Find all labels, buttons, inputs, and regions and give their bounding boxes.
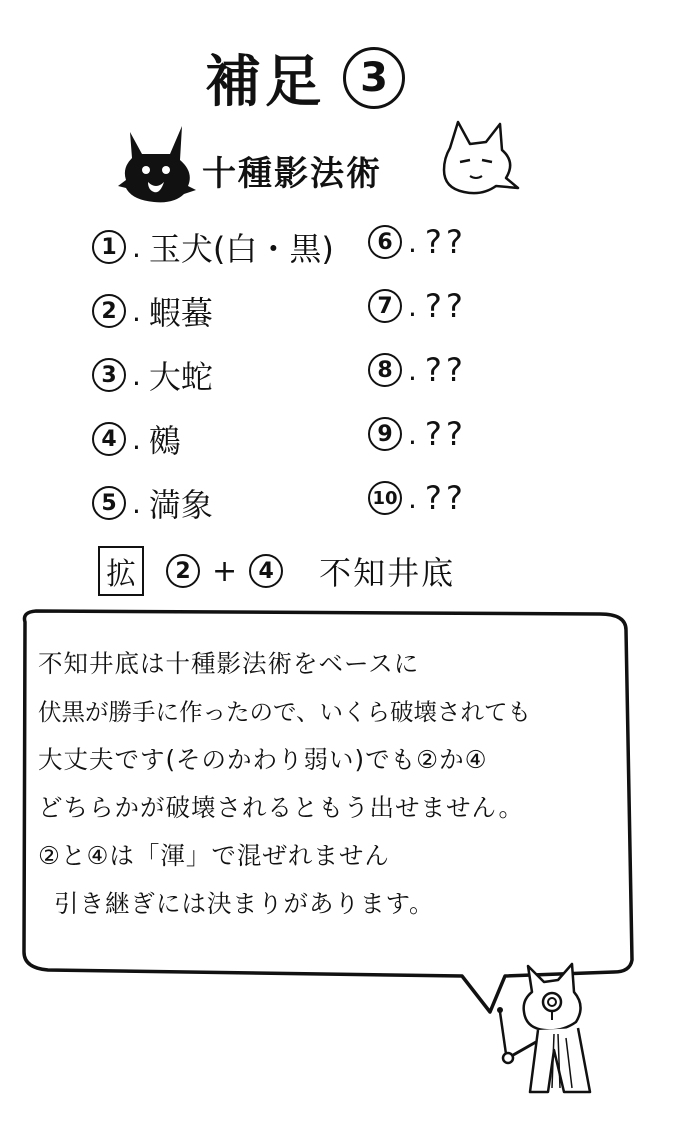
item-dot: . [132, 486, 141, 520]
item-dot: . [132, 294, 141, 328]
professor-mascot-icon [492, 958, 612, 1098]
technique-list-left [92, 215, 334, 535]
list-item [368, 338, 518, 402]
bubble-line: 引き継ぎには決まりがあります。 [54, 889, 435, 918]
item-number: 2 [92, 294, 126, 328]
list-item [368, 210, 518, 274]
item-dot: . [132, 422, 141, 456]
bubble-line: ②と④は「渾」で混ぜれません [38, 841, 390, 870]
item-number: 9 [368, 417, 402, 451]
title-row [205, 38, 405, 118]
extension-component-b: 4 [249, 554, 283, 588]
technique-list-right [368, 210, 518, 530]
list-item [92, 407, 312, 471]
technique-name: 蝦蟇 [148, 294, 213, 332]
list-item [368, 274, 518, 338]
technique-name: 鵺 [148, 422, 181, 460]
bubble-line: 大丈夫です(そのかわり弱い)でも②か④ [38, 745, 488, 774]
extension-row [98, 543, 455, 599]
white-dog-mascot-icon [436, 118, 520, 198]
item-number: 8 [368, 353, 402, 387]
item-dot: . [132, 230, 141, 264]
subtitle-row [118, 118, 518, 208]
item-number: 4 [92, 422, 126, 456]
technique-name: ?? [424, 415, 467, 453]
bubble-text [38, 640, 628, 928]
technique-name: ?? [424, 287, 467, 325]
item-dot: . [408, 353, 417, 387]
technique-name: 満象 [148, 486, 213, 524]
black-dog-mascot-icon [118, 124, 198, 206]
item-number: 7 [368, 289, 402, 323]
extension-badge: 拡 [98, 546, 144, 596]
bubble-line: 伏黒が勝手に作ったので、いくら破壊されても [38, 698, 532, 726]
extension-component-a: 2 [166, 554, 200, 588]
item-dot: . [408, 481, 417, 515]
technique-name: ?? [424, 351, 467, 389]
list-item [368, 402, 518, 466]
technique-name: 大蛇 [148, 358, 213, 396]
bubble-line: 不知井底は十種影法術をベースに [38, 649, 420, 678]
title-number-circle: 3 [343, 47, 405, 109]
technique-name: 玉犬(白・黒) [148, 230, 334, 268]
technique-name: ?? [424, 479, 467, 517]
list-item [92, 279, 312, 343]
item-number: 5 [92, 486, 126, 520]
item-dot: . [408, 225, 417, 259]
item-number: 6 [368, 225, 402, 259]
item-dot: . [408, 417, 417, 451]
list-item [368, 466, 518, 530]
plus-sign: + [212, 553, 238, 589]
item-dot: . [132, 358, 141, 392]
item-dot: . [408, 289, 417, 323]
technique-name: ?? [424, 223, 467, 261]
page-title: 補足 [205, 50, 325, 115]
bubble-line: どちらかが破壊されるともう出せません。 [38, 793, 524, 822]
item-number: 3 [92, 358, 126, 392]
item-number: 10 [368, 481, 402, 515]
list-item [92, 343, 312, 407]
list-item [92, 471, 312, 535]
item-number: 1 [92, 230, 126, 264]
subtitle: 十種影法術 [202, 154, 382, 194]
list-item [92, 215, 334, 279]
extension-name: 不知井底 [319, 554, 456, 592]
